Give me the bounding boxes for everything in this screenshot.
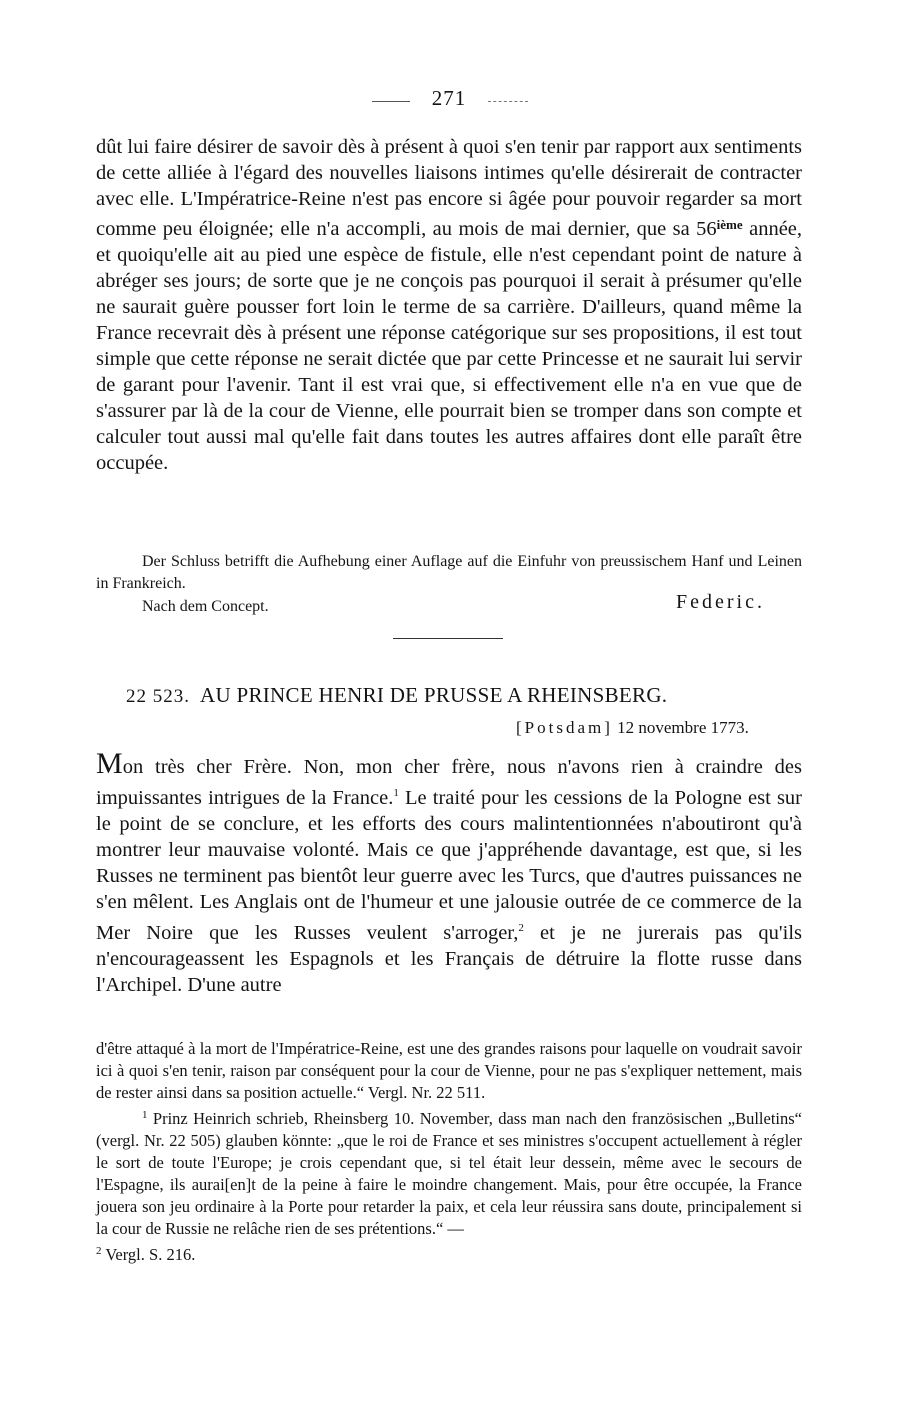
document-number: 22 523.: [126, 686, 190, 707]
header-rule-left: [372, 101, 410, 102]
footnote-1-text: Prinz Heinrich schrieb, Rheinsberg 10. November, dass man nach den französischen „Bulletins“ (vergl. Nr. 22 505) glauben könnte: „que le roi de France et ses ministres s'occupent actuellement à régler le sort de toute l'Europe; je crois cependant que, si tel était leur dessein, même avec le secours de l'Espagne, ils aurai[en]t de la peine à faire le moindre changement. Mais, pour être occupée, la France jouera son jeu ordinaire à la Porte pour retarder la paix, et cela leur réussira sans doute, principalement si la cour de Russie ne relâche rien de ses prétentions.“ —: [96, 1109, 802, 1238]
paragraph-text-part1: dût lui faire désirer de savoir dès à présent à quoi s'en tenir par rapport aux sentiments de cette alliée à l'égard des nouvelles liaisons intimes qu'elle désirerait de contracter avec elle. L'Impératrice-Reine n'est pas encore si âgée pour pouvoir regarder sa mort comme peu éloignée; elle n'a accompli, au mois de mai dernier, que sa 56: [96, 136, 802, 240]
signature: Federic.: [676, 591, 765, 613]
place: [Potsdam]: [516, 718, 613, 737]
letter-text-3: et je ne jurerais pas qu'ils n'encourageassent les Espagnols et les Français de détruire la flotte russe dans l'Archipel. D'une autre: [96, 922, 802, 996]
footnote-2: [96, 1240, 802, 1266]
letter-body: [96, 747, 803, 998]
concept-note: Nach dem Concept.: [142, 598, 269, 615]
page-number: 271: [431, 86, 467, 110]
continued-paragraph: [96, 134, 802, 476]
footnote-ref-2: 2: [518, 922, 524, 934]
editorial-note: Der Schluss betrifft die Aufhebung einer Auflage auf die Einfuhr von preussischem Hanf und Leinen in Frankreich.: [96, 553, 802, 592]
letter-initial: M: [96, 747, 123, 780]
running-head: [0, 86, 900, 116]
footnote-continuation: d'être attaqué à la mort de l'Impératrice-Reine, est une des grandes raisons pour laquelle on voudrait savoir ici à quoi s'en tenir, raison par conséquent pour la cour de Vienne, pour ne pas s'expliquer nettement, mais de rester ainsi dans sa position actuelle.“ Vergl. Nr. 22 511.: [96, 1039, 802, 1102]
footnote-2-text: Vergl. S. 216.: [101, 1245, 196, 1264]
letter-text-1: on très cher Frère. Non, mon cher frère, nous n'avons rien à craindre des impuissantes intrigues de la France.: [96, 756, 802, 809]
place-date-line: [516, 718, 749, 738]
footnotes: [96, 1038, 802, 1266]
document-heading: [126, 683, 667, 708]
footnote-1: [96, 1104, 802, 1240]
footnote-2-mark: 2: [96, 1245, 102, 1257]
ordinal-superscript: ième: [716, 217, 743, 232]
footnote-ref-1: 1: [393, 787, 399, 799]
header-rule-right: [488, 101, 528, 102]
letter-text-2: Le traité pour les cessions de la Pologne est sur le point de se conclure, et les efforts des cours malintentionnées n'aboutiront qu'à montrer leur mauvaise volonté. Mais ce que j'appréhende davantage, est que, si les Russes ne terminent pas bientôt leur guerre avec les Turcs, que d'autres puissances ne s'en mêlent. Les Anglais ont de l'humeur et une jalousie outrée de ce commerce de la Mer Noire que les Russes veulent s'arroger,: [96, 787, 803, 944]
date: 12 novembre 1773.: [617, 718, 749, 737]
footnote-1-mark: 1: [142, 1109, 148, 1121]
section-divider: [393, 638, 503, 639]
document-title: AU PRINCE HENRI DE PRUSSE A RHEINSBERG.: [200, 683, 668, 707]
paragraph-text-part2: année, et quoiqu'elle ait au pied une espèce de fistule, elle n'est cependant point de nature à abréger ses jours; de sorte que je ne conçois pas pourquoi il serait à présumer qu'elle ne saurait guère pousser fort loin le terme de sa carrière. D'ailleurs, quand même la France recevrait dès à présent une réponse catégorique sur ses propositions, il est tout simple que cette réponse ne serait dictée que par cette Princesse et ne saurait lui servir de garant pour l'avenir. Tant il est vrai que, si effectivement elle n'a en vue que de s'assurer par là de la cour de Vienne, elle pourrait bien se tromper dans son compte et calculer tout aussi mal qu'elle fait dans toutes les autres affaires dont elle paraît être occupée.: [96, 218, 803, 474]
